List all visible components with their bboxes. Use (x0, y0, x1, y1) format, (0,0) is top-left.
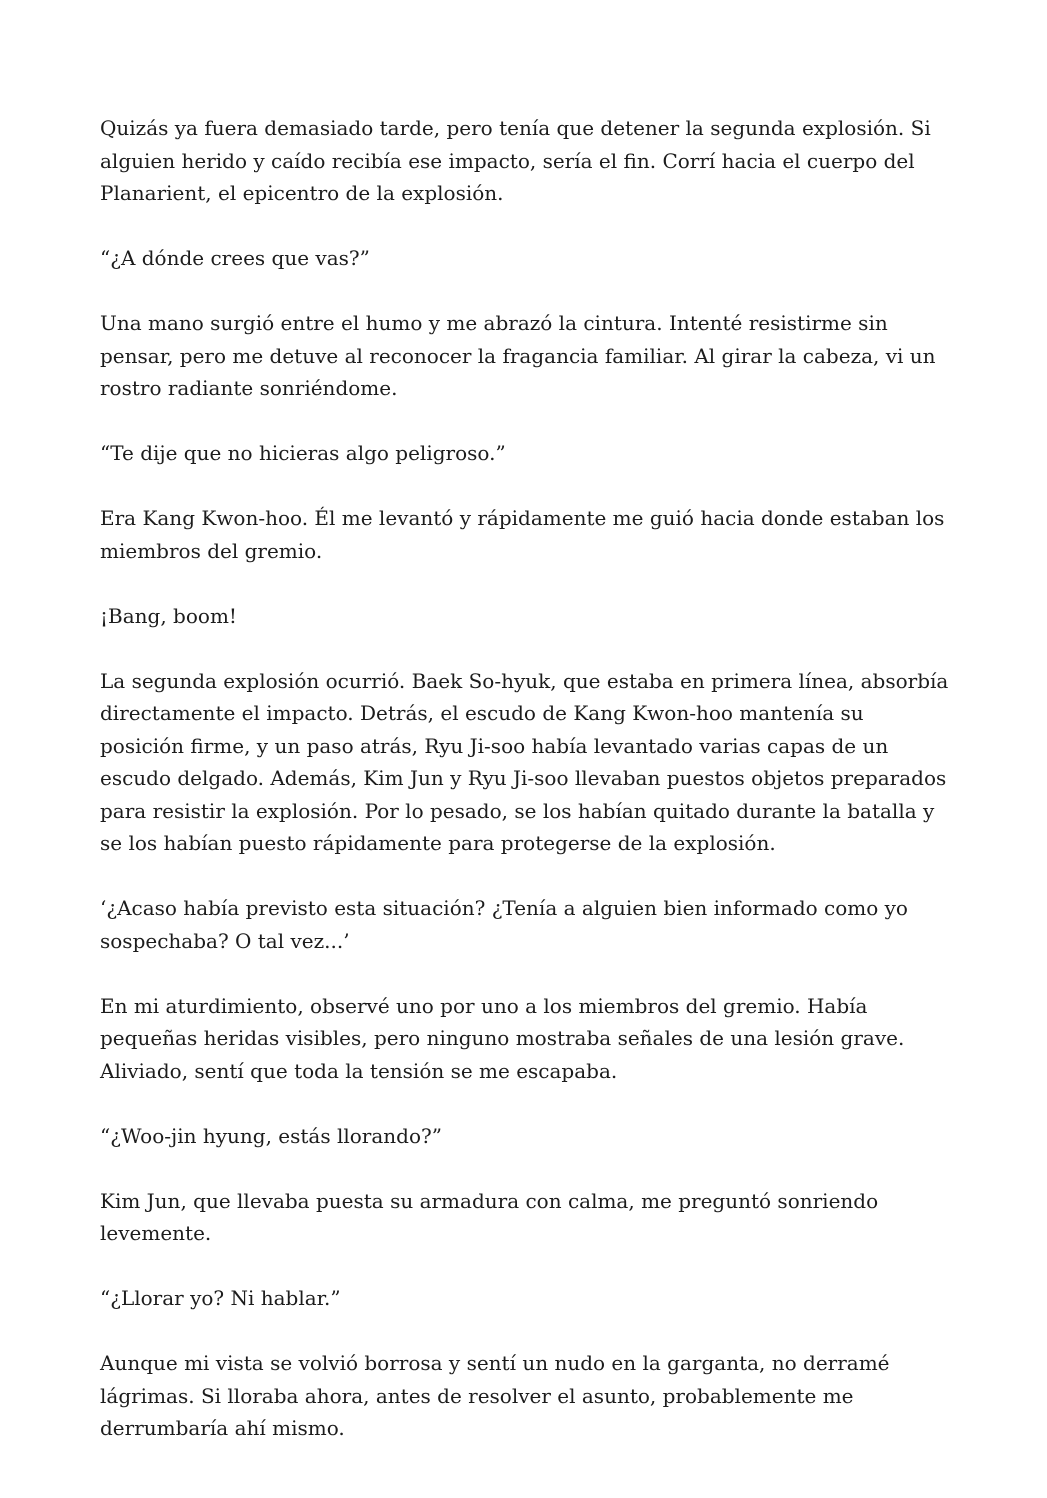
paragraph-4: La segunda explosión ocurrió. Baek So-hyuk, que estaba en primera línea, absorbía directamente el impacto. Detrás, el escudo de Kang Kwon-hoo mantenía su posición firme, y un paso atrás, Ryu Ji-soo había levantado varias capas de un escudo delgado. Además, Kim Jun y Ryu Ji-soo llevaban puestos objetos preparados para resistir la explosión. Por lo pesado, se los habían quitado durante la batalla y se los habían puesto rápidamente para protegerse de la explosión. (100, 668, 949, 855)
thought-1: ‘¿Acaso había previsto esta situación? ¿Tenía a alguien bien informado como yo sospechaba? O tal vez...’ (100, 896, 908, 953)
paragraph-7: Aunque mi vista se volvió borrosa y sentí un nudo en la garganta, no derramé lágrimas. Si lloraba ahora, antes de resolver el asunto, probablemente me derrumbaría ahí mismo. (100, 1351, 890, 1440)
paragraph-2: Una mano surgió entre el humo y me abrazó la cintura. Intenté resistirme sin pensar, pero me detuve al reconocer la fragancia familiar. Al girar la cabeza, vi un rostro radiante sonriéndome. (100, 311, 936, 400)
paragraph-6: Kim Jun, que llevaba puesta su armadura con calma, me preguntó sonriendo levemente. (100, 1188, 879, 1245)
dialogue-4: “¿Llorar yo? Ni hablar.” (100, 1286, 341, 1310)
dialogue-1: “¿A dónde crees que vas?” (100, 246, 370, 270)
dialogue-2: “Te dije que no hicieras algo peligroso.” (100, 441, 506, 465)
document-body (100, 112, 950, 1477)
paragraph-3: Era Kang Kwon-hoo. Él me levantó y rápidamente me guió hacia donde estaban los miembros del gremio. (100, 506, 945, 563)
paragraph-1: Quizás ya fuera demasiado tarde, pero tenía que detener la segunda explosión. Si alguien herido y caído recibía ese impacto, sería el fin. Corrí hacia el cuerpo del Planarient, el epicentro de la explosión. (100, 116, 931, 205)
sound-effect: ¡Bang, boom! (100, 603, 237, 628)
dialogue-3: “¿Woo-jin hyung, estás llorando?” (100, 1123, 442, 1148)
paragraph-5: En mi aturdimiento, observé uno por uno a los miembros del gremio. Había pequeñas heridas visibles, pero ninguno mostraba señales de una lesión grave. Aliviado, sentí que toda la tensión se me escapaba. (100, 993, 905, 1083)
